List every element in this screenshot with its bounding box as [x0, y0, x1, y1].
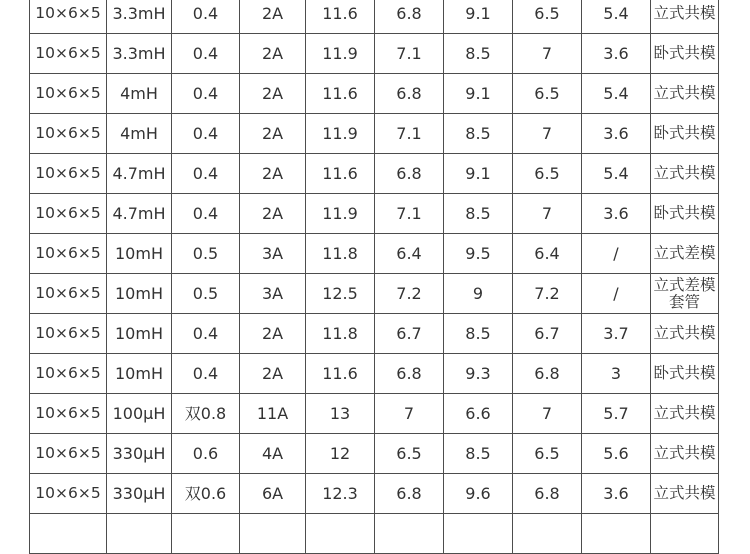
dim-b-cell: 6.8 — [375, 154, 444, 194]
current-cell: 2A — [240, 154, 306, 194]
dim-b-cell: 6.4 — [375, 234, 444, 274]
dim-c-cell: 8.5 — [444, 314, 513, 354]
current-cell: 11A — [240, 394, 306, 434]
dim-d-cell — [513, 514, 582, 554]
table-row — [30, 354, 719, 394]
type-cell: 立式共模 — [651, 474, 719, 514]
dim-d-cell: 7 — [513, 114, 582, 154]
wire-diameter-cell: 0.5 — [172, 274, 240, 314]
dim-b-cell: 6.7 — [375, 314, 444, 354]
dim-d-cell: 6.5 — [513, 74, 582, 114]
table-row — [30, 114, 719, 154]
dim-b-cell: 7.1 — [375, 34, 444, 74]
wire-diameter-cell — [172, 514, 240, 554]
wire-diameter-cell: 0.4 — [172, 314, 240, 354]
core-size-cell: 10×6×5 — [30, 0, 107, 34]
core-size-cell: 10×6×5 — [30, 34, 107, 74]
dim-e-cell: 3.6 — [582, 194, 651, 234]
dim-c-cell: 9.1 — [444, 74, 513, 114]
table-row — [30, 0, 719, 34]
dim-d-cell: 7 — [513, 194, 582, 234]
table-row — [30, 314, 719, 354]
current-cell: 2A — [240, 114, 306, 154]
dim-e-cell: 3 — [582, 354, 651, 394]
dim-d-cell: 6.4 — [513, 234, 582, 274]
wire-diameter-cell: 0.4 — [172, 354, 240, 394]
type-cell: 立式共模 — [651, 74, 719, 114]
dim-b-cell: 6.5 — [375, 434, 444, 474]
current-cell: 3A — [240, 234, 306, 274]
dim-a-cell: 12.3 — [306, 474, 375, 514]
dim-a-cell: 11.6 — [306, 74, 375, 114]
inductance-cell — [107, 514, 172, 554]
type-cell: 卧式共模 — [651, 114, 719, 154]
dim-e-cell: 3.6 — [582, 474, 651, 514]
current-cell: 2A — [240, 314, 306, 354]
core-size-cell: 10×6×5 — [30, 74, 107, 114]
current-cell: 4A — [240, 434, 306, 474]
wire-diameter-cell: 0.5 — [172, 234, 240, 274]
dim-b-cell — [375, 514, 444, 554]
dim-b-cell: 6.8 — [375, 474, 444, 514]
table-row — [30, 34, 719, 74]
dim-a-cell: 11.6 — [306, 354, 375, 394]
current-cell: 2A — [240, 194, 306, 234]
inductance-cell: 4.7mH — [107, 194, 172, 234]
current-cell: 3A — [240, 274, 306, 314]
dim-e-cell: 3.6 — [582, 114, 651, 154]
current-cell: 2A — [240, 74, 306, 114]
core-size-cell: 10×6×5 — [30, 474, 107, 514]
dim-d-cell: 6.5 — [513, 154, 582, 194]
inductor-spec-table — [29, 0, 719, 554]
dim-d-cell: 6.8 — [513, 354, 582, 394]
core-size-cell: 10×6×5 — [30, 114, 107, 154]
dim-c-cell: 9 — [444, 274, 513, 314]
dim-a-cell: 12 — [306, 434, 375, 474]
core-size-cell: 10×6×5 — [30, 314, 107, 354]
dim-e-cell: 5.4 — [582, 0, 651, 34]
dim-e-cell: 5.4 — [582, 154, 651, 194]
table-row — [30, 74, 719, 114]
dim-b-cell: 6.8 — [375, 74, 444, 114]
dim-b-cell: 6.8 — [375, 0, 444, 34]
dim-d-cell: 7 — [513, 394, 582, 434]
dim-b-cell: 7.1 — [375, 194, 444, 234]
wire-diameter-cell: 0.4 — [172, 154, 240, 194]
dim-e-cell: / — [582, 234, 651, 274]
dim-e-cell: 5.6 — [582, 434, 651, 474]
dim-e-cell: 3.7 — [582, 314, 651, 354]
inductance-cell: 4.7mH — [107, 154, 172, 194]
wire-diameter-cell: 0.6 — [172, 434, 240, 474]
dim-d-cell: 6.5 — [513, 0, 582, 34]
current-cell: 6A — [240, 474, 306, 514]
type-cell: 立式共模 — [651, 314, 719, 354]
dim-c-cell: 9.5 — [444, 234, 513, 274]
core-size-cell: 10×6×5 — [30, 234, 107, 274]
dim-c-cell: 8.5 — [444, 34, 513, 74]
core-size-cell: 10×6×5 — [30, 274, 107, 314]
core-size-cell: 10×6×5 — [30, 394, 107, 434]
dim-c-cell: 9.6 — [444, 474, 513, 514]
dim-a-cell: 11.8 — [306, 314, 375, 354]
dim-c-cell: 8.5 — [444, 194, 513, 234]
table-row — [30, 274, 719, 314]
dim-a-cell: 13 — [306, 394, 375, 434]
dim-d-cell: 6.8 — [513, 474, 582, 514]
inductance-cell: 10mH — [107, 274, 172, 314]
dim-c-cell — [444, 514, 513, 554]
inductance-cell: 4mH — [107, 74, 172, 114]
dim-b-cell: 7.2 — [375, 274, 444, 314]
dim-e-cell: 5.4 — [582, 74, 651, 114]
type-cell — [651, 514, 719, 554]
type-cell: 卧式共模 — [651, 34, 719, 74]
dim-c-cell: 8.5 — [444, 114, 513, 154]
dim-d-cell: 6.7 — [513, 314, 582, 354]
inductance-cell: 3.3mH — [107, 0, 172, 34]
wire-diameter-cell: 0.4 — [172, 194, 240, 234]
core-size-cell: 10×6×5 — [30, 154, 107, 194]
wire-diameter-cell: 双0.8 — [172, 394, 240, 434]
dim-e-cell: / — [582, 274, 651, 314]
dim-c-cell: 6.6 — [444, 394, 513, 434]
dim-a-cell: 11.9 — [306, 34, 375, 74]
table-row — [30, 234, 719, 274]
current-cell: 2A — [240, 34, 306, 74]
dim-a-cell: 11.8 — [306, 234, 375, 274]
dim-b-cell: 7.1 — [375, 114, 444, 154]
dim-c-cell: 9.3 — [444, 354, 513, 394]
dim-b-cell: 7 — [375, 394, 444, 434]
type-cell: 立式共模 — [651, 434, 719, 474]
core-size-cell — [30, 514, 107, 554]
dim-a-cell: 11.9 — [306, 114, 375, 154]
core-size-cell: 10×6×5 — [30, 354, 107, 394]
type-cell: 卧式共模 — [651, 194, 719, 234]
dim-b-cell: 6.8 — [375, 354, 444, 394]
inductance-cell: 10mH — [107, 354, 172, 394]
dim-d-cell: 6.5 — [513, 434, 582, 474]
dim-d-cell: 7 — [513, 34, 582, 74]
dim-c-cell: 9.1 — [444, 0, 513, 34]
dim-c-cell: 8.5 — [444, 434, 513, 474]
type-cell: 立式差模 — [651, 234, 719, 274]
inductance-cell: 3.3mH — [107, 34, 172, 74]
current-cell: 2A — [240, 0, 306, 34]
table-body — [30, 0, 719, 554]
core-size-cell: 10×6×5 — [30, 194, 107, 234]
inductance-cell: 10mH — [107, 234, 172, 274]
inductance-cell: 10mH — [107, 314, 172, 354]
dim-a-cell — [306, 514, 375, 554]
table-row — [30, 434, 719, 474]
current-cell — [240, 514, 306, 554]
current-cell: 2A — [240, 354, 306, 394]
type-cell: 立式共模 — [651, 394, 719, 434]
type-cell: 立式差模 套管 — [651, 274, 719, 314]
type-cell: 卧式共模 — [651, 354, 719, 394]
wire-diameter-cell: 0.4 — [172, 114, 240, 154]
dim-e-cell: 3.6 — [582, 34, 651, 74]
wire-diameter-cell: 0.4 — [172, 74, 240, 114]
table-row — [30, 194, 719, 234]
type-cell: 立式共模 — [651, 154, 719, 194]
dim-e-cell: 5.7 — [582, 394, 651, 434]
table-row — [30, 154, 719, 194]
dim-d-cell: 7.2 — [513, 274, 582, 314]
type-cell: 立式共模 — [651, 0, 719, 34]
dim-e-cell — [582, 514, 651, 554]
inductance-cell: 330μH — [107, 474, 172, 514]
wire-diameter-cell: 0.4 — [172, 34, 240, 74]
inductance-cell: 330μH — [107, 434, 172, 474]
dim-a-cell: 11.9 — [306, 194, 375, 234]
core-size-cell: 10×6×5 — [30, 434, 107, 474]
wire-diameter-cell: 0.4 — [172, 0, 240, 34]
table-row — [30, 474, 719, 514]
inductance-cell: 4mH — [107, 114, 172, 154]
dim-a-cell: 11.6 — [306, 154, 375, 194]
table-row — [30, 394, 719, 434]
table-row — [30, 514, 719, 554]
wire-diameter-cell: 双0.6 — [172, 474, 240, 514]
dim-a-cell: 11.6 — [306, 0, 375, 34]
dim-a-cell: 12.5 — [306, 274, 375, 314]
dim-c-cell: 9.1 — [444, 154, 513, 194]
inductance-cell: 100μH — [107, 394, 172, 434]
